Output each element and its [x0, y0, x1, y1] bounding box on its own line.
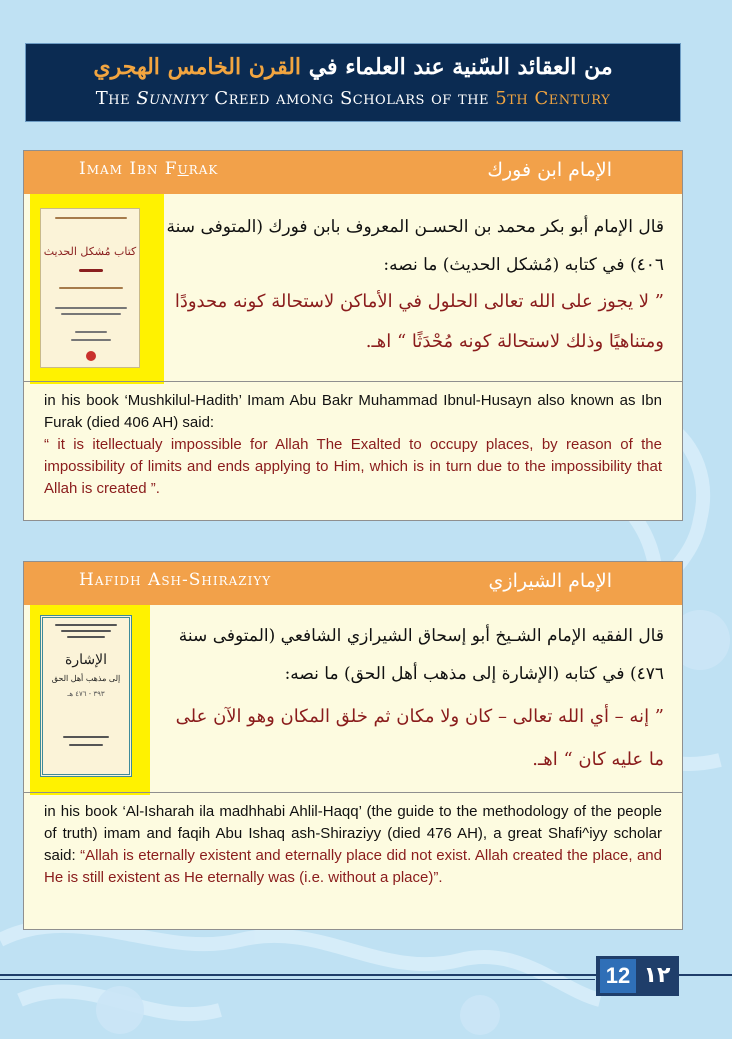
title-english-pre: The	[95, 88, 131, 109]
cover-text-line	[69, 744, 103, 746]
section-divider	[24, 792, 682, 793]
page-number-badge	[596, 956, 679, 996]
page-number-arabic: ١٢	[643, 963, 671, 988]
section-header-english: Hafidh Ash-Shiraziyy	[79, 570, 272, 590]
cover-text-line	[61, 313, 121, 315]
arabic-intro-line-2: ٤٧٦) في كتابه (الإشارة إلى مذهب أهل الحق) ما نصه:	[284, 664, 664, 684]
arabic-quote-line-2: ومتناهيًا وذلك لاستحالة كونه مُحْدَثًا “ اهـ.	[365, 331, 664, 352]
section-header-english	[79, 159, 218, 179]
cover-text-line	[71, 339, 111, 341]
section-divider	[24, 381, 682, 382]
book-cover-subtitle: إلى مذهب أهل الحق	[51, 674, 121, 683]
book-cover-title: كتاب مُشكل الحديث	[43, 245, 137, 258]
cover-text-line	[55, 624, 117, 626]
cover-logo	[86, 351, 96, 361]
book-cover-dates: ٣٩٣ - ٤٧٦ هـ	[67, 690, 105, 698]
section-header-arabic: الإمام الشيرازي	[488, 570, 612, 592]
book-cover-page	[40, 208, 140, 368]
english-quote: “Allah is eternally existent and eternally place did not exist. Allah created the place, and He is still existent as He eternally was (i.e. without a place)”.	[44, 847, 662, 886]
title-arabic	[26, 54, 680, 80]
arabic-quote-line-2: ما عليه كان “ اهـ.	[532, 749, 664, 770]
book-cover-title: الإشارة	[65, 652, 107, 668]
title-english	[26, 88, 680, 109]
cover-rule	[55, 217, 127, 219]
header-en-part-end: rak	[188, 159, 219, 179]
title-arabic-main: من العقائد السّنية عند العلماء في	[308, 54, 613, 80]
cover-text-line	[61, 630, 111, 632]
header-en-part: Imam Ibn F	[79, 159, 178, 179]
cover-text-line	[75, 331, 107, 333]
arabic-intro-line-2: ٤٠٦) في كتابه (مُشكل الحديث) ما نصه:	[383, 255, 664, 275]
english-intro: in his book ‘Mushkilul-Hadith’ Imam Abu Bakr Muhammad Ibnul-Husayn also known as Ibn Furak (died 406 AH) said:	[44, 392, 662, 431]
cover-text-line	[55, 307, 127, 309]
header-en-underline: u	[177, 159, 189, 179]
english-translation	[44, 390, 662, 500]
arabic-quote-line-1: ” إنه – أي الله تعالى – كان ولا مكان ثم خلق المكان وهو الآن على	[175, 706, 664, 727]
section-card-ibn-furak	[23, 150, 683, 521]
book-cover-page	[40, 615, 132, 777]
book-cover-image	[30, 605, 150, 795]
english-quote: “ it is itellectualy impossible for Allah The Exalted to occupy places, by reason of the impossibility of limits and ends applying to Him, which is in turn due to the impossibility that Allah is created ”.	[44, 436, 662, 497]
title-arabic-highlight: القرن الخامس الهجري	[93, 54, 302, 80]
section-header	[24, 562, 682, 605]
arabic-intro-line-1: قال الإمام أبو بكر محمد بن الحسـن المعروف بابن فورك (المتوفى سنة	[166, 217, 664, 237]
book-cover-image	[30, 194, 164, 384]
arabic-quote-line-1: ” لا يجوز على الله تعالى الحلول في الأماكن لاستحالة كونه محدودًا	[174, 291, 664, 312]
arabic-intro-line-1: قال الفقيه الإمام الشـيخ أبو إسحاق الشيرازي الشافعي (المتوفى سنة	[178, 626, 664, 646]
english-translation	[44, 801, 662, 889]
footer-rule-thin	[0, 979, 595, 980]
section-card-shiraziyy	[23, 561, 683, 930]
cover-mark	[79, 269, 103, 272]
section-header	[24, 151, 682, 194]
cover-text-line	[63, 736, 109, 738]
title-english-italic: Sunniyy	[136, 88, 209, 109]
title-english-highlight: 5th Century	[495, 88, 611, 109]
section-header-arabic: الإمام ابن فورك	[487, 159, 612, 181]
title-banner	[25, 43, 681, 122]
cover-rule	[59, 287, 123, 289]
page-number-english: 12	[600, 959, 636, 993]
cover-text-line	[67, 636, 105, 638]
title-english-mid: Creed among Scholars of the	[214, 88, 490, 109]
english-intro: in his book ‘Al-Isharah ila madhhabi Ahlil-Haqq’ (the guide to the methodology of the people of truth) imam and faqih Abu Ishaq ash-Shiraziyy (died 476 AH), a great Shafi^iyy scholar said:	[44, 803, 662, 864]
